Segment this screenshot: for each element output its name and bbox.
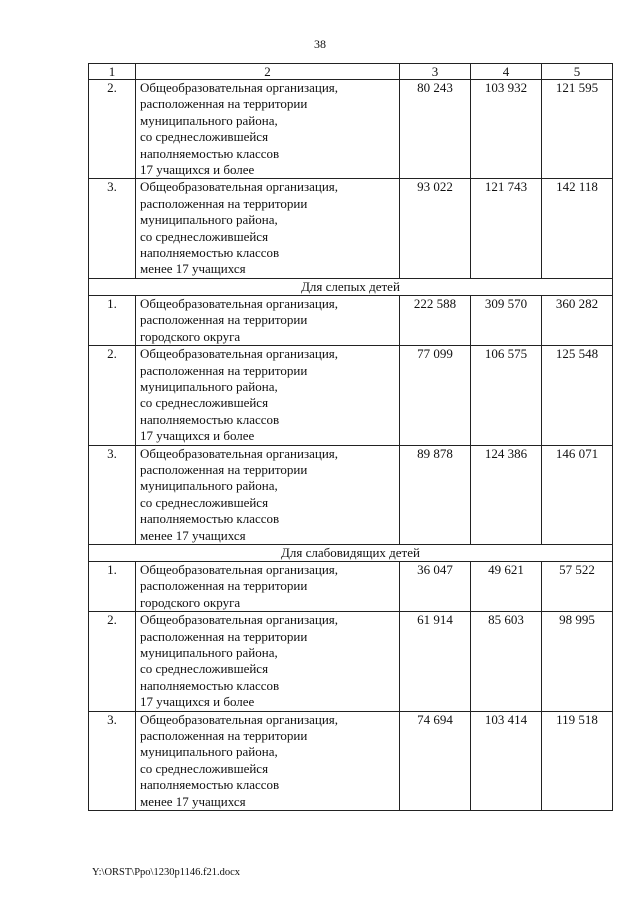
row-description: Общеобразовательная организация, расположенная на территории городского округа — [136, 561, 400, 611]
section-title: Для слабовидящих детей — [89, 544, 613, 561]
row-value-col-3: 36 047 — [400, 561, 471, 611]
header-col-5: 5 — [542, 64, 613, 80]
header-col-4: 4 — [471, 64, 542, 80]
table-body — [89, 64, 613, 811]
row-description: Общеобразовательная организация, расположенная на территории муниципального района, со среднесложившейся наполняемостью классов 17 учащихся и более — [136, 346, 400, 445]
row-number: 2. — [89, 80, 136, 179]
page-number: 38 — [314, 37, 326, 51]
row-number: 3. — [89, 711, 136, 810]
row-value-col-3: 61 914 — [400, 612, 471, 711]
footer-file-path: Y:\ORST\Ppo\1230p1146.f21.docx — [92, 867, 240, 878]
row-value-col-5: 119 518 — [542, 711, 613, 810]
row-description: Общеобразовательная организация, расположенная на территории муниципального района, со среднесложившейся наполняемостью классов менее 17 учащихся — [136, 445, 400, 544]
row-number: 3. — [89, 445, 136, 544]
row-description: Общеобразовательная организация, расположенная на территории муниципального района, со среднесложившейся наполняемостью классов 17 учащихся и более — [136, 612, 400, 711]
row-value-col-4: 49 621 — [471, 561, 542, 611]
row-value-col-3: 222 588 — [400, 295, 471, 345]
row-number: 1. — [89, 295, 136, 345]
row-value-col-5: 125 548 — [542, 346, 613, 445]
table-row — [89, 612, 613, 711]
header-col-3: 3 — [400, 64, 471, 80]
row-value-col-4: 103 414 — [471, 711, 542, 810]
row-description: Общеобразовательная организация, расположенная на территории муниципального района, со среднесложившейся наполняемостью классов менее 17 учащихся — [136, 711, 400, 810]
row-description: Общеобразовательная организация, расположенная на территории городского округа — [136, 295, 400, 345]
header-col-1: 1 — [89, 64, 136, 80]
table-row — [89, 346, 613, 445]
row-value-col-5: 146 071 — [542, 445, 613, 544]
row-value-col-3: 89 878 — [400, 445, 471, 544]
row-value-col-4: 85 603 — [471, 612, 542, 711]
row-value-col-4: 106 575 — [471, 346, 542, 445]
row-value-col-4: 309 570 — [471, 295, 542, 345]
table-row — [89, 179, 613, 278]
row-value-col-4: 103 932 — [471, 80, 542, 179]
row-value-col-3: 77 099 — [400, 346, 471, 445]
row-value-col-3: 93 022 — [400, 179, 471, 278]
row-value-col-4: 121 743 — [471, 179, 542, 278]
row-number: 2. — [89, 346, 136, 445]
row-value-col-3: 80 243 — [400, 80, 471, 179]
row-value-col-5: 360 282 — [542, 295, 613, 345]
table-row — [89, 80, 613, 179]
row-value-col-5: 142 118 — [542, 179, 613, 278]
table-row — [89, 445, 613, 544]
table-row — [89, 561, 613, 611]
row-value-col-5: 121 595 — [542, 80, 613, 179]
table-row — [89, 711, 613, 810]
row-number: 2. — [89, 612, 136, 711]
tariff-table — [88, 63, 613, 811]
row-value-col-3: 74 694 — [400, 711, 471, 810]
row-value-col-5: 98 995 — [542, 612, 613, 711]
row-description: Общеобразовательная организация, расположенная на территории муниципального района, со среднесложившейся наполняемостью классов 17 учащихся и более — [136, 80, 400, 179]
header-row — [89, 64, 613, 80]
section-row — [89, 544, 613, 561]
row-number: 3. — [89, 179, 136, 278]
header-col-2: 2 — [136, 64, 400, 80]
table-row — [89, 295, 613, 345]
row-description: Общеобразовательная организация, расположенная на территории муниципального района, со среднесложившейся наполняемостью классов менее 17 учащихся — [136, 179, 400, 278]
section-title: Для слепых детей — [89, 278, 613, 295]
row-number: 1. — [89, 561, 136, 611]
row-value-col-5: 57 522 — [542, 561, 613, 611]
section-row — [89, 278, 613, 295]
row-value-col-4: 124 386 — [471, 445, 542, 544]
